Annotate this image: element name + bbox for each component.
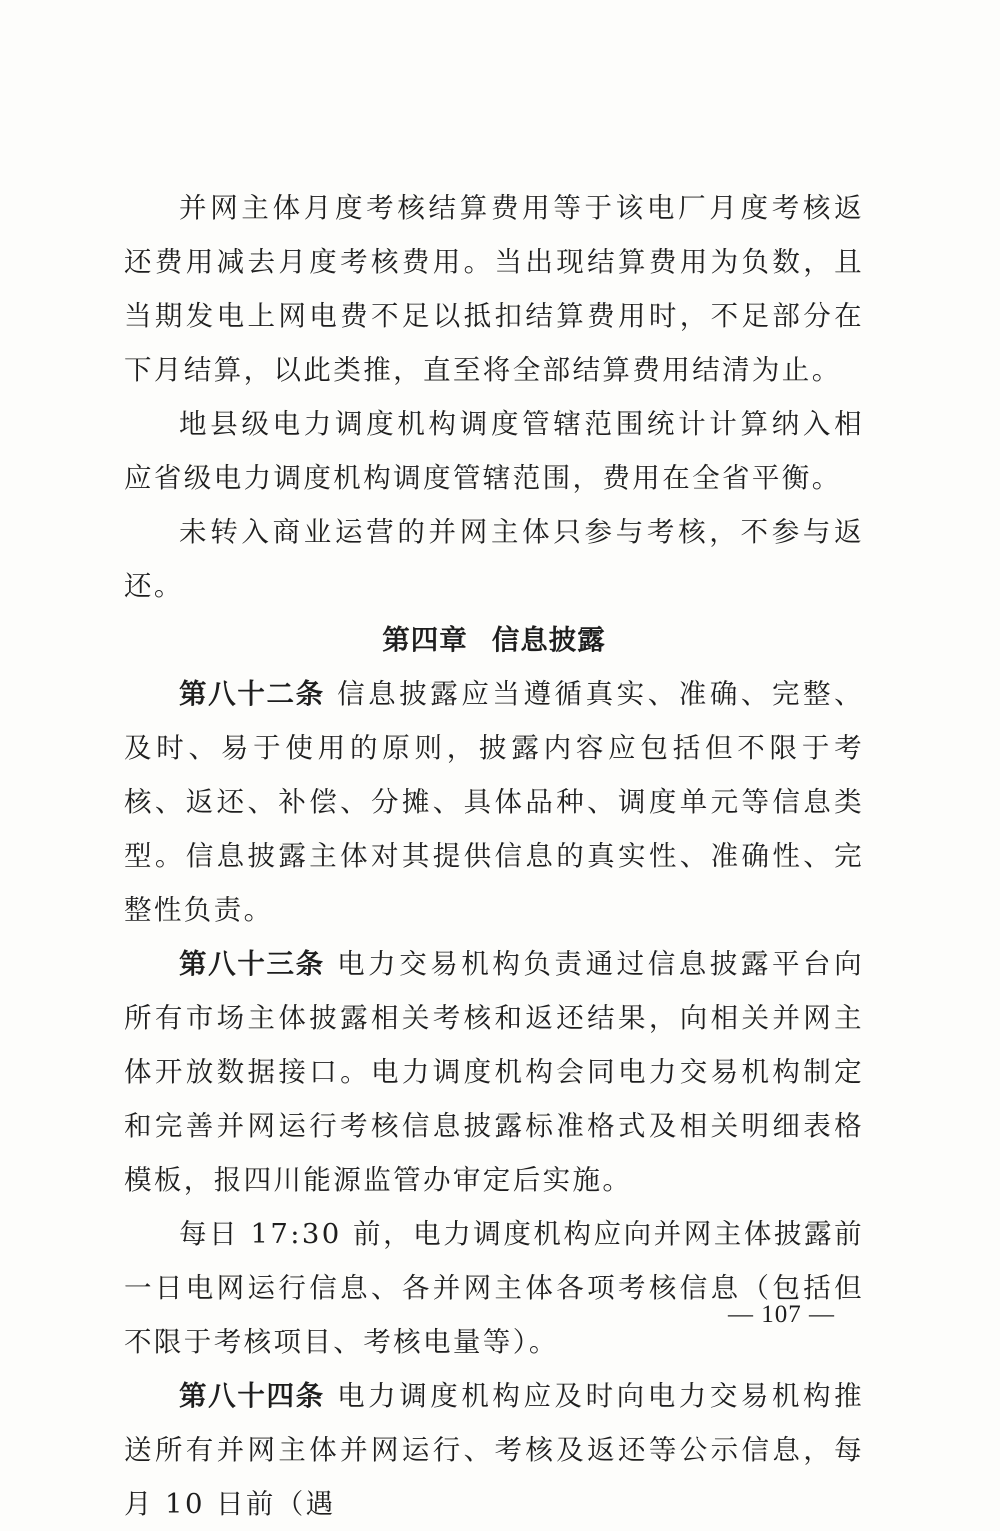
chapter-heading (124, 613, 864, 667)
article-84-number: 第八十四条 (179, 1380, 325, 1412)
page-number: — 107 — (728, 1301, 835, 1328)
chapter-title: 信息披露 (491, 624, 606, 656)
paragraph-daily-disclosure: 每日 17:30 前，电力调度机构应向并网主体披露前一日电网运行信息、各并网主体各项考核信息（包括但不限于考核项目、考核电量等）。 (124, 1218, 864, 1358)
article-83-number: 第八十三条 (179, 948, 325, 980)
article-84-text: 电力调度机构应及时向电力交易机构推送所有并网主体并网运行、考核及返还等公示信息，每月 10 日前（遇 (124, 1380, 864, 1520)
chapter-number: 第四章 (382, 624, 468, 656)
article-83-text: 电力交易机构负责通过信息披露平台向所有市场主体披露相关考核和返还结果，向相关并网主体开放数据接口。电力调度机构会同电力交易机构制定和完善并网运行考核信息披露标准格式及相关明细表格模板，报四川能源监管办审定后实施。 (124, 948, 864, 1196)
paragraph-settlement: 并网主体月度考核结算费用等于该电厂月度考核返还费用减去月度考核费用。当出现结算费用为负数，且当期发电上网电费不足以抵扣结算费用时，不足部分在下月结算，以此类推，直至将全部结算费用结清为止。 (124, 192, 864, 386)
article-82-number: 第八十二条 (179, 678, 325, 710)
paragraph-county-dispatch: 地县级电力调度机构调度管辖范围统计计算纳入相应省级电力调度机构调度管辖范围，费用在全省平衡。 (124, 408, 864, 494)
paragraph-non-commercial: 未转入商业运营的并网主体只参与考核，不参与返还。 (124, 516, 864, 602)
article-82-text: 信息披露应当遵循真实、准确、完整、及时、易于使用的原则，披露内容应包括但不限于考核、返还、补偿、分摊、具体品种、调度单元等信息类型。信息披露主体对其提供信息的真实性、准确性、完整性负责。 (124, 678, 864, 926)
article-84 (124, 1369, 864, 1531)
article-82 (124, 667, 864, 937)
article-83 (124, 937, 864, 1207)
